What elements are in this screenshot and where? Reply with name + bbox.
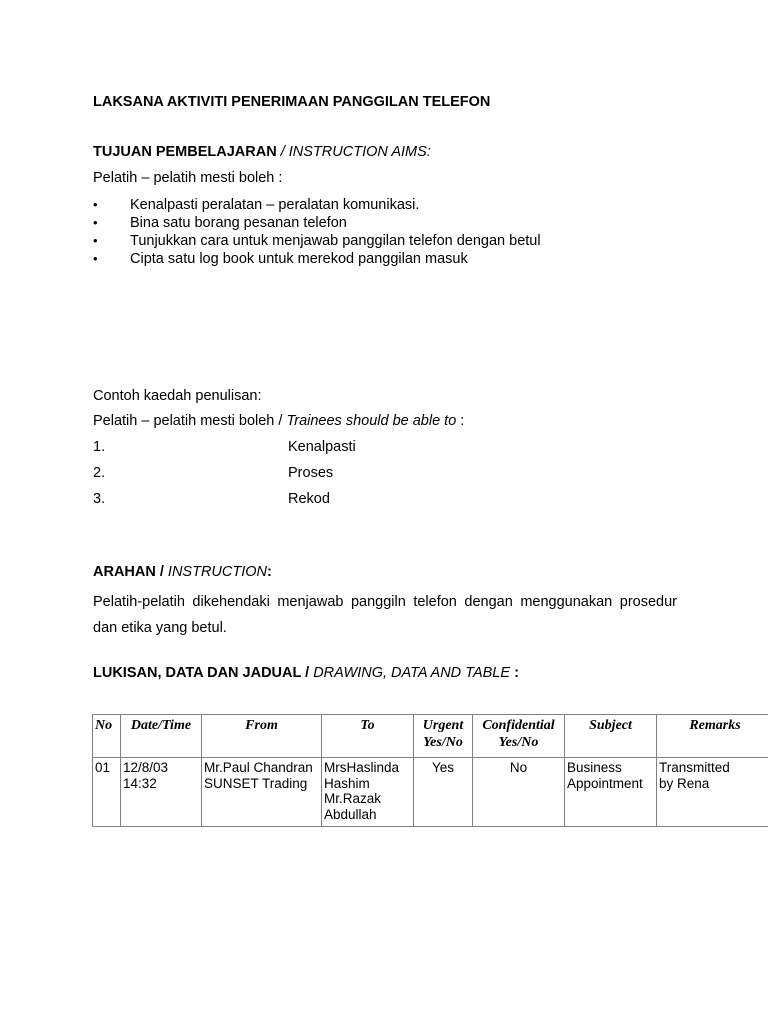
header-urgent-line1: Urgent [422,718,464,733]
example-intro-english: Trainees should be able to [286,413,457,429]
header-datetime: Date/Time [121,715,202,758]
instruction-heading-end: : [267,564,272,580]
example-intro-malay: Pelatih – pelatih mesti boleh / [93,413,287,429]
header-to: To [322,715,414,758]
cell-to-line3: Mr.Razak [324,791,382,806]
cell-confidential: No [473,758,565,827]
table-heading [93,665,519,681]
cell-time: 14:32 [123,775,157,791]
cell-subject-line1: Business [567,760,622,775]
aims-intro: Pelatih – pelatih mesti boleh : [93,170,283,186]
cell-to-line1: MrsHaslinda [324,760,400,775]
header-confidential-line1: Confidential [482,718,555,733]
instruction-heading-english: INSTRUCTION [167,564,268,580]
example-intro [93,413,464,429]
instruction-body: Pelatih-pelatih dikehendaki menjawab panggiln telefon dengan menggunakan prosedur dan etika yang betul. [93,594,677,636]
cell-date: 12/8/03 [123,760,169,775]
table-heading-english: DRAWING, DATA AND TABLE [313,665,511,681]
cell-remarks-line1: Transmitted [659,760,730,775]
item-number: 1. [93,439,106,455]
cell-subject-line2: Appointment [567,775,643,791]
table-heading-malay: LUKISAN, DATA DAN JADUAL / [93,665,314,681]
header-urgent-line2: Yes/No [423,735,463,750]
cell-from-line1: Mr.Paul Chandran [204,760,313,775]
bullet-icon: • [93,215,98,230]
cell-to-line4: Abdullah [324,806,377,822]
cell-from-line2: SUNSET Trading [204,775,308,791]
item-word: Kenalpasti [288,439,356,455]
aims-bullet-text: Bina satu borang pesanan telefon [130,215,347,231]
header-remarks: Remarks [657,715,768,758]
bullet-icon: • [93,251,98,266]
header-confidential [473,715,565,758]
example-label: Contoh kaedah penulisan: [93,388,262,404]
item-number: 2. [93,465,106,481]
telephone-message-table [92,714,768,827]
cell-remarks [657,758,768,827]
header-from: From [202,715,322,758]
aims-heading-english: / INSTRUCTION AIMS: [276,144,431,160]
instruction-heading [93,564,272,580]
bullet-icon: • [93,197,98,212]
header-urgent [414,715,473,758]
cell-from [202,758,322,827]
item-word: Rekod [288,491,330,507]
cell-remarks-line2: by Rena [659,775,710,791]
cell-urgent: Yes [414,758,473,827]
table-row [93,758,768,827]
bullet-icon: • [93,233,98,248]
aims-bullet-text: Cipta satu log book untuk merekod panggilan masuk [130,251,468,267]
aims-heading-malay: TUJUAN PEMBELAJARAN [93,144,277,160]
cell-to [322,758,414,827]
header-subject: Subject [565,715,657,758]
cell-subject [565,758,657,827]
cell-no: 01 [93,758,121,827]
table-heading-end: : [510,665,519,681]
header-confidential-line2: Yes/No [498,735,539,750]
cell-datetime [121,758,202,827]
item-number: 3. [93,491,106,507]
table-header-row [93,715,768,758]
example-intro-end: : [456,413,465,429]
header-no: No [93,715,121,758]
document-title: LAKSANA AKTIVITI PENERIMAAN PANGGILAN TELEFON [93,94,491,110]
item-word: Proses [288,465,334,481]
aims-bullet-text: Tunjukkan cara untuk menjawab panggilan telefon dengan betul [130,233,541,249]
instruction-heading-malay: ARAHAN / [93,564,168,580]
aims-bullet-text: Kenalpasti peralatan – peralatan komunikasi. [130,197,420,213]
aims-heading [93,144,431,160]
cell-to-line2: Hashim [324,775,370,791]
